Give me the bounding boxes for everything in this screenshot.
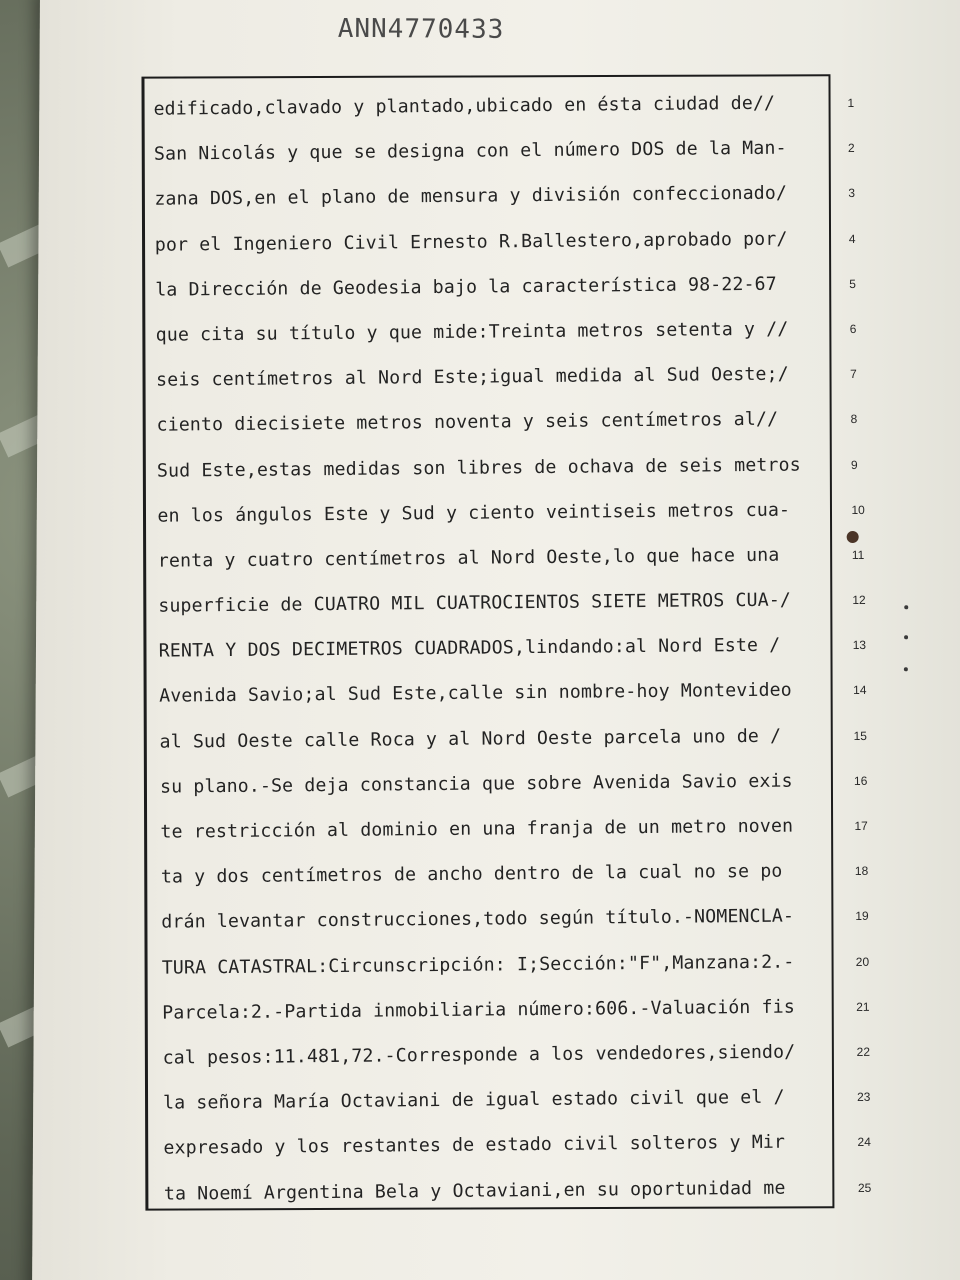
- line-text: al Sud Oeste calle Roca y al Nord Oeste parcela uno de /: [159, 725, 782, 753]
- line-text: seis centímetros al Nord Este;igual medida al Sud Oeste;/: [156, 363, 789, 391]
- line-number: 24: [857, 1135, 871, 1150]
- text-line: [155, 221, 875, 273]
- text-line: [159, 673, 879, 725]
- line-number: 20: [855, 954, 870, 969]
- text-line: [157, 447, 877, 499]
- line-number: 11: [851, 547, 865, 562]
- line-text: Sud Este,estas medidas son libres de ochava de seis metros: [156, 453, 801, 482]
- text-line: [163, 1125, 883, 1177]
- text-line: [160, 809, 880, 861]
- margin-mark: [904, 605, 908, 609]
- typed-text-block: [153, 86, 884, 1223]
- line-number: 1: [847, 95, 855, 111]
- line-text: la señora María Octaviani de igual estado civil que el /: [162, 1086, 785, 1114]
- line-number: 8: [850, 412, 858, 427]
- line-number: 14: [853, 683, 867, 698]
- text-line: [162, 1035, 882, 1087]
- line-number: 22: [856, 1044, 871, 1059]
- text-line: [156, 402, 876, 454]
- line-text: Avenida Savio;al Sud Este,calle sin nombre-hoy Montevideo: [159, 680, 792, 708]
- document-page: [32, 0, 960, 1280]
- text-line: [157, 492, 877, 544]
- text-line: [154, 131, 874, 183]
- text-line: [160, 764, 880, 816]
- line-number: 17: [854, 818, 868, 833]
- text-line: [162, 989, 882, 1041]
- line-number: 3: [848, 186, 856, 201]
- line-text: renta y cuatro centímetros al Nord Oeste,lo que hace una: [157, 544, 780, 572]
- line-number: 9: [850, 457, 858, 472]
- line-number: 19: [855, 909, 869, 924]
- text-line: [161, 899, 881, 951]
- line-number: 18: [854, 864, 869, 879]
- text-line: [154, 176, 874, 228]
- line-text: Parcela:2.-Partida inmobiliaria número:606.-Valuación fis: [162, 996, 795, 1024]
- text-line: [156, 312, 876, 364]
- line-number: 5: [849, 276, 856, 291]
- line-number: 4: [848, 231, 856, 246]
- text-line: [159, 628, 879, 680]
- line-number: 16: [853, 773, 868, 788]
- text-line: [158, 538, 878, 590]
- text-line: [153, 86, 873, 138]
- line-text: en los ángulos Este y Sud y ciento veintiseis metros cua-: [157, 499, 791, 527]
- line-text: San Nicolás y que se designa con el número DOS de la Man-: [153, 137, 787, 165]
- line-number: 7: [850, 367, 857, 382]
- line-text: la Dirección de Geodesia bajo la característica 98-22-67: [155, 273, 777, 301]
- line-text: TURA CATASTRAL:Circunscripción: I;Sección:"F",Manzana:2.-: [161, 951, 795, 979]
- line-text: drán levantar construcciones,todo según título.-NOMENCLA-: [161, 905, 795, 934]
- line-text: RENTA Y DOS DECIMETROS CUADRADOS,lindando:al Nord Este /: [158, 634, 781, 662]
- line-text: que cita su título y que mide:Treinta metros setenta y //: [155, 318, 789, 346]
- line-number: 21: [856, 999, 870, 1014]
- margin-mark: [904, 635, 908, 639]
- line-number: 25: [857, 1180, 872, 1195]
- text-line: [159, 718, 879, 770]
- line-text: su plano.-Se deja constancia que sobre Avenida Savio exis: [159, 770, 793, 798]
- line-number: 2: [847, 141, 855, 156]
- line-text: ta Noemí Argentina Bela y Octaviani,en su oportunidad me: [163, 1177, 786, 1205]
- margin-mark: [904, 667, 908, 671]
- line-number: 23: [856, 1089, 871, 1105]
- line-number: 12: [852, 592, 866, 608]
- text-line: [161, 854, 881, 906]
- text-line: [164, 1170, 884, 1222]
- document-id: ANN4770433: [337, 13, 505, 45]
- text-line: [156, 357, 876, 409]
- line-text: cal pesos:11.481,72.-Corresponde a los vendedores,siendo/: [162, 1041, 796, 1069]
- line-text: te restricción al dominio en una franja de un metro noven: [160, 815, 794, 843]
- line-number: 13: [852, 638, 867, 653]
- line-number: 10: [851, 502, 865, 517]
- line-number: 15: [853, 728, 868, 743]
- text-line: [162, 944, 882, 996]
- line-number: 6: [849, 321, 857, 336]
- line-text: edificado,clavado y plantado,ubicado en ésta ciudad de//: [153, 92, 776, 120]
- line-text: ciento diecisiete metros noventa y seis centímetros al//: [156, 409, 779, 436]
- line-text: zana DOS,en el plano de mensura y división confeccionado/: [154, 182, 788, 211]
- text-line: [163, 1080, 883, 1132]
- text-line: [155, 267, 875, 319]
- line-text: expresado y los restantes de estado civil solteros y Mir: [163, 1131, 786, 1159]
- text-line: [158, 583, 878, 635]
- line-text: por el Ingeniero Civil Ernesto R.Ballestero,aprobado por/: [154, 228, 788, 256]
- line-text: superficie de CUATRO MIL CUATROCIENTOS SIETE METROS CUA-/: [158, 589, 792, 617]
- line-text: ta y dos centímetros de ancho dentro de la cual no se po: [160, 860, 783, 888]
